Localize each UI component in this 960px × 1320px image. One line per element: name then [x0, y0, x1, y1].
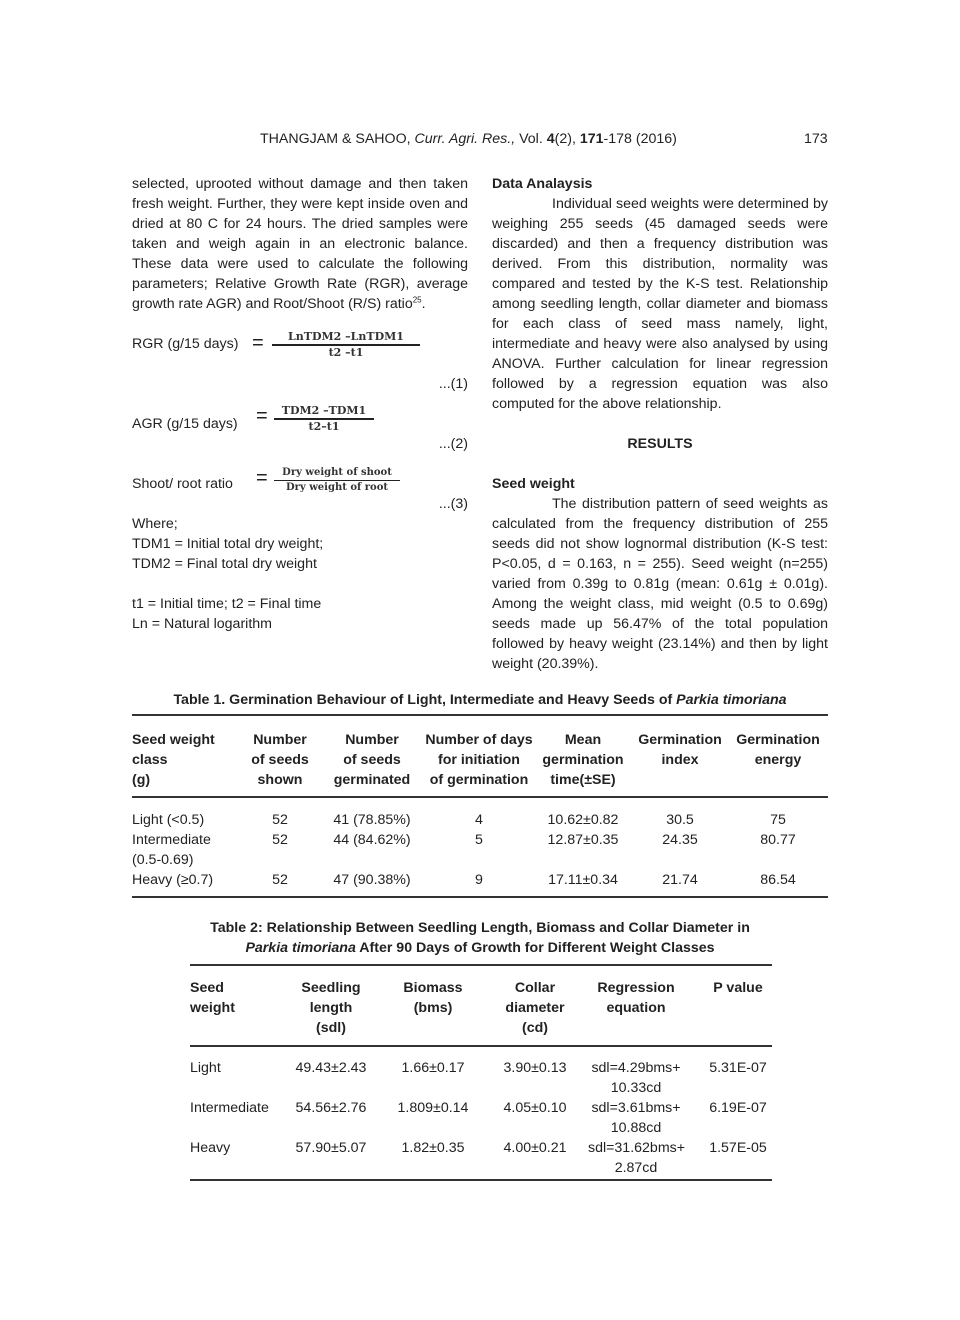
eq1-fraction: [272, 330, 420, 360]
section-heading-results: RESULTS: [627, 436, 693, 452]
header-pages-rest: -178 (2016): [603, 131, 677, 147]
row-label: Heavy (≥0.7): [132, 872, 214, 888]
table-cell: sdl=3.61bms+ 10.88cd: [591, 1100, 681, 1136]
table2-caption: [132, 918, 828, 958]
table2-caption-line2: After 90 Days of Growth for Different Weight Classes: [355, 940, 715, 956]
seed-weight-paragraph: The distribution pattern of seed weights as calculated from the frequency distribution of 255 seeds did not show lognormal distribution (K-S test: P<0.05, d = 0.163, n = 255). Seed weight (n=255) varied from 0.39g to 0.81g (mean: 0.61g ± 0.01g). Among the weight class, mid weight (0.5 to 0.69g) seeds made up 56.47% of the total population followed by heavy weight (23.14%) and then by light weight (20.39%).: [492, 496, 828, 672]
table-cell: 52: [272, 812, 288, 828]
row-label: Heavy: [190, 1140, 231, 1156]
table-cell: 44 (84.62%): [333, 832, 411, 848]
eq1-number: ...(1): [438, 376, 468, 392]
table-cell: 9: [475, 872, 483, 888]
row-label: Light (<0.5): [132, 812, 205, 828]
header-line: Regression: [597, 980, 675, 996]
header-line: (g): [132, 772, 151, 788]
table2-caption-species: Parkia timoriana: [245, 940, 356, 956]
table1-header: [132, 730, 828, 790]
table-cell: 3.90±0.13: [503, 1060, 567, 1076]
table-cell: 1.809±0.14: [397, 1100, 469, 1116]
page-number: 173: [804, 131, 828, 147]
eq2-fraction: [274, 404, 374, 434]
header-line: energy: [754, 752, 802, 768]
header-vol-label: Vol.: [515, 131, 547, 147]
row-label: Light: [190, 1060, 221, 1076]
table2-body: [190, 1058, 788, 1178]
table-row: [132, 810, 828, 830]
row-label: Intermediate (0.5-0.69): [132, 832, 211, 868]
definition: TDM2 = Final total dry weight: [132, 556, 317, 572]
table-row: [190, 1098, 788, 1138]
table1-caption-text: Table 1. Germination Behaviour of Light, Intermediate and Heavy Seeds of: [173, 692, 677, 708]
header-line: Seed weight: [132, 732, 215, 748]
table-cell: 49.43±2.43: [295, 1060, 367, 1076]
table1-caption-species: Parkia timoriana: [676, 692, 787, 708]
header-line: Number of days: [425, 732, 533, 748]
table-cell: 12.87±0.35: [547, 832, 619, 848]
header-line: Seedling: [301, 980, 361, 996]
table1-caption: [132, 690, 828, 710]
header-line: germinated: [333, 772, 411, 788]
eq2-number: ...(2): [438, 436, 468, 452]
table2-header-seed-weight: [190, 978, 282, 1038]
table-cell: 54.56±2.76: [295, 1100, 367, 1116]
table-cell: 52: [272, 832, 288, 848]
eq2-numerator: TDM2 –TDM1: [274, 404, 374, 420]
table-cell: 10.62±0.82: [547, 812, 619, 828]
table-cell: 80.77: [760, 832, 796, 848]
eq3-number: ...(3): [438, 496, 468, 512]
table-row: [190, 1138, 788, 1178]
table-cell: 4: [475, 812, 483, 828]
table-cell: 86.54: [760, 872, 796, 888]
definition: t1 = Initial time; t2 = Final time: [132, 596, 322, 612]
table-cell: 5.31E-07: [709, 1060, 767, 1076]
table-row: [132, 870, 828, 890]
header-line: of germination: [429, 772, 529, 788]
methods-paragraph: [132, 174, 468, 314]
table2-header-seedling-length: [282, 978, 380, 1038]
header-line: Germination: [638, 732, 722, 748]
header-line: Number: [253, 732, 307, 748]
table-row: [132, 830, 828, 870]
eq1-numerator: LnTDM2 –LnTDM1: [272, 330, 420, 346]
equals-sign: =: [256, 405, 268, 427]
header-line: Germination: [736, 732, 820, 748]
header-line: (sdl): [316, 1020, 346, 1036]
header-line: index: [661, 752, 699, 768]
right-column-text: [492, 174, 828, 674]
table-cell: 6.19E-07: [709, 1100, 767, 1116]
header-line: diameter: [505, 1000, 565, 1016]
table2-top-rule: [190, 964, 772, 966]
table-cell: 24.35: [662, 832, 698, 848]
table-cell: 17.11±0.34: [548, 872, 618, 888]
table1-body: [132, 810, 828, 890]
eq1-label: RGR (g/15 days): [132, 336, 239, 352]
header-line: Mean: [564, 732, 602, 748]
where-label: Where;: [132, 516, 178, 532]
header-line: (cd): [521, 1020, 548, 1036]
header-line: Biomass: [403, 980, 463, 996]
eq2-denominator: t2–t1: [308, 420, 340, 433]
definition: TDM1 = Initial total dry weight;: [132, 536, 324, 552]
header-authors: THANGJAM & SAHOO,: [260, 131, 415, 147]
table1-header-seeds-germinated: [320, 730, 424, 790]
table-cell: 30.5: [666, 812, 694, 828]
left-column-text: [132, 174, 468, 314]
methods-text: selected, uprooted without damage and then taken fresh weight. Further, they were kept inside oven and dried at 80 C for 24 hours. The dried samples were taken and weigh again in an electronic balance. These data were used to calculate the following parameters; Relative Growth Rate (RGR), average growth rate AGR) and Root/Shoot (R/S) ratio: [132, 176, 468, 312]
period: .: [421, 296, 426, 312]
table2-header-p-value: [688, 978, 788, 1038]
eq3-label: Shoot/ root ratio: [132, 476, 233, 492]
table1-header-seed-weight: [132, 730, 240, 790]
header-volume: 4: [546, 131, 555, 147]
eq3-fraction: [274, 466, 400, 495]
table-cell: 52: [272, 872, 288, 888]
data-analysis-paragraph: Individual seed weights were determined by weighing 255 seeds (45 damaged seeds were discarded) and then a frequency distribution was derived. From this distribution, normality was compared and tested by the K-S test. Relationship among seedling length, collar diameter and biomass for each class of seed mass namely, light, intermediate and heavy were also analysed by using ANOVA. Further calculation for linear regression followed by a regression equation was also computed for the above relationship.: [492, 196, 828, 412]
table-cell: 5: [475, 832, 483, 848]
header-line: Collar: [514, 980, 556, 996]
header-line: (bms): [413, 1000, 453, 1016]
header-line: of seeds: [343, 752, 401, 768]
table1-header-mean-time: [534, 730, 632, 790]
citation-ref: 25: [412, 295, 422, 305]
header-line: time(±SE): [550, 772, 616, 788]
running-header: [260, 129, 677, 149]
header-line: shown: [257, 772, 303, 788]
header-line: weight: [190, 1000, 235, 1016]
table2-header-collar-diameter: [486, 978, 584, 1038]
header-line: P value: [713, 980, 763, 996]
header-line: of seeds: [251, 752, 309, 768]
table1-bottom-rule: [132, 896, 828, 898]
definition: Ln = Natural logarithm: [132, 616, 272, 632]
header-line: equation: [606, 1000, 666, 1016]
header-line: germination: [542, 752, 624, 768]
table1-header-seeds-shown: [240, 730, 320, 790]
table2-caption-line1: Table 2: Relationship Between Seedling Length, Biomass and Collar Diameter in: [210, 920, 750, 936]
table-cell: 57.90±5.07: [295, 1140, 367, 1156]
header-line: Number: [345, 732, 399, 748]
table1-mid-rule: [132, 796, 828, 798]
section-heading-seed-weight: Seed weight: [492, 476, 575, 492]
eq1-denominator: t2 –t1: [328, 346, 364, 359]
table1-header-index: [632, 730, 728, 790]
table1-header-energy: [728, 730, 828, 790]
table-cell: 21.74: [662, 872, 698, 888]
eq3-denominator: Dry weight of root: [285, 482, 389, 493]
header-line: length: [309, 1000, 353, 1016]
header-pages-start: 171: [579, 131, 604, 147]
table-cell: sdl=31.62bms+ 2.87cd: [588, 1140, 686, 1176]
header-line: for initiation: [438, 752, 520, 768]
equals-sign: =: [256, 467, 268, 489]
row-label: Intermediate: [190, 1100, 269, 1116]
table1-header-days: [424, 730, 534, 790]
equals-sign: =: [252, 332, 264, 354]
table2-header: [190, 978, 788, 1038]
section-heading-data-analysis: Data Analaysis: [492, 176, 593, 192]
table2-header-regression: [584, 978, 688, 1038]
header-line: class: [132, 752, 168, 768]
table-cell: 4.00±0.21: [503, 1140, 567, 1156]
table-cell: 41 (78.85%): [333, 812, 411, 828]
table-row: [190, 1058, 788, 1098]
table2-bottom-rule: [190, 1179, 772, 1181]
table-cell: sdl=4.29bms+ 10.33cd: [591, 1060, 681, 1096]
header-issue: (2),: [554, 131, 580, 147]
table-cell: 47 (90.38%): [333, 872, 411, 888]
table-cell: 1.57E-05: [709, 1140, 767, 1156]
table1-top-rule: [132, 714, 828, 716]
eq3-numerator: Dry weight of shoot: [274, 466, 400, 481]
table-cell: 1.66±0.17: [401, 1060, 465, 1076]
table-cell: 1.82±0.35: [401, 1140, 465, 1156]
header-line: Seed: [190, 980, 224, 996]
table2-mid-rule: [190, 1045, 772, 1047]
eq2-label: AGR (g/15 days): [132, 416, 238, 432]
table-cell: 4.05±0.10: [503, 1100, 567, 1116]
header-journal: Curr. Agri. Res.,: [414, 131, 516, 147]
table2-header-biomass: [380, 978, 486, 1038]
table-cell: 75: [770, 812, 786, 828]
where-block: [132, 514, 323, 634]
